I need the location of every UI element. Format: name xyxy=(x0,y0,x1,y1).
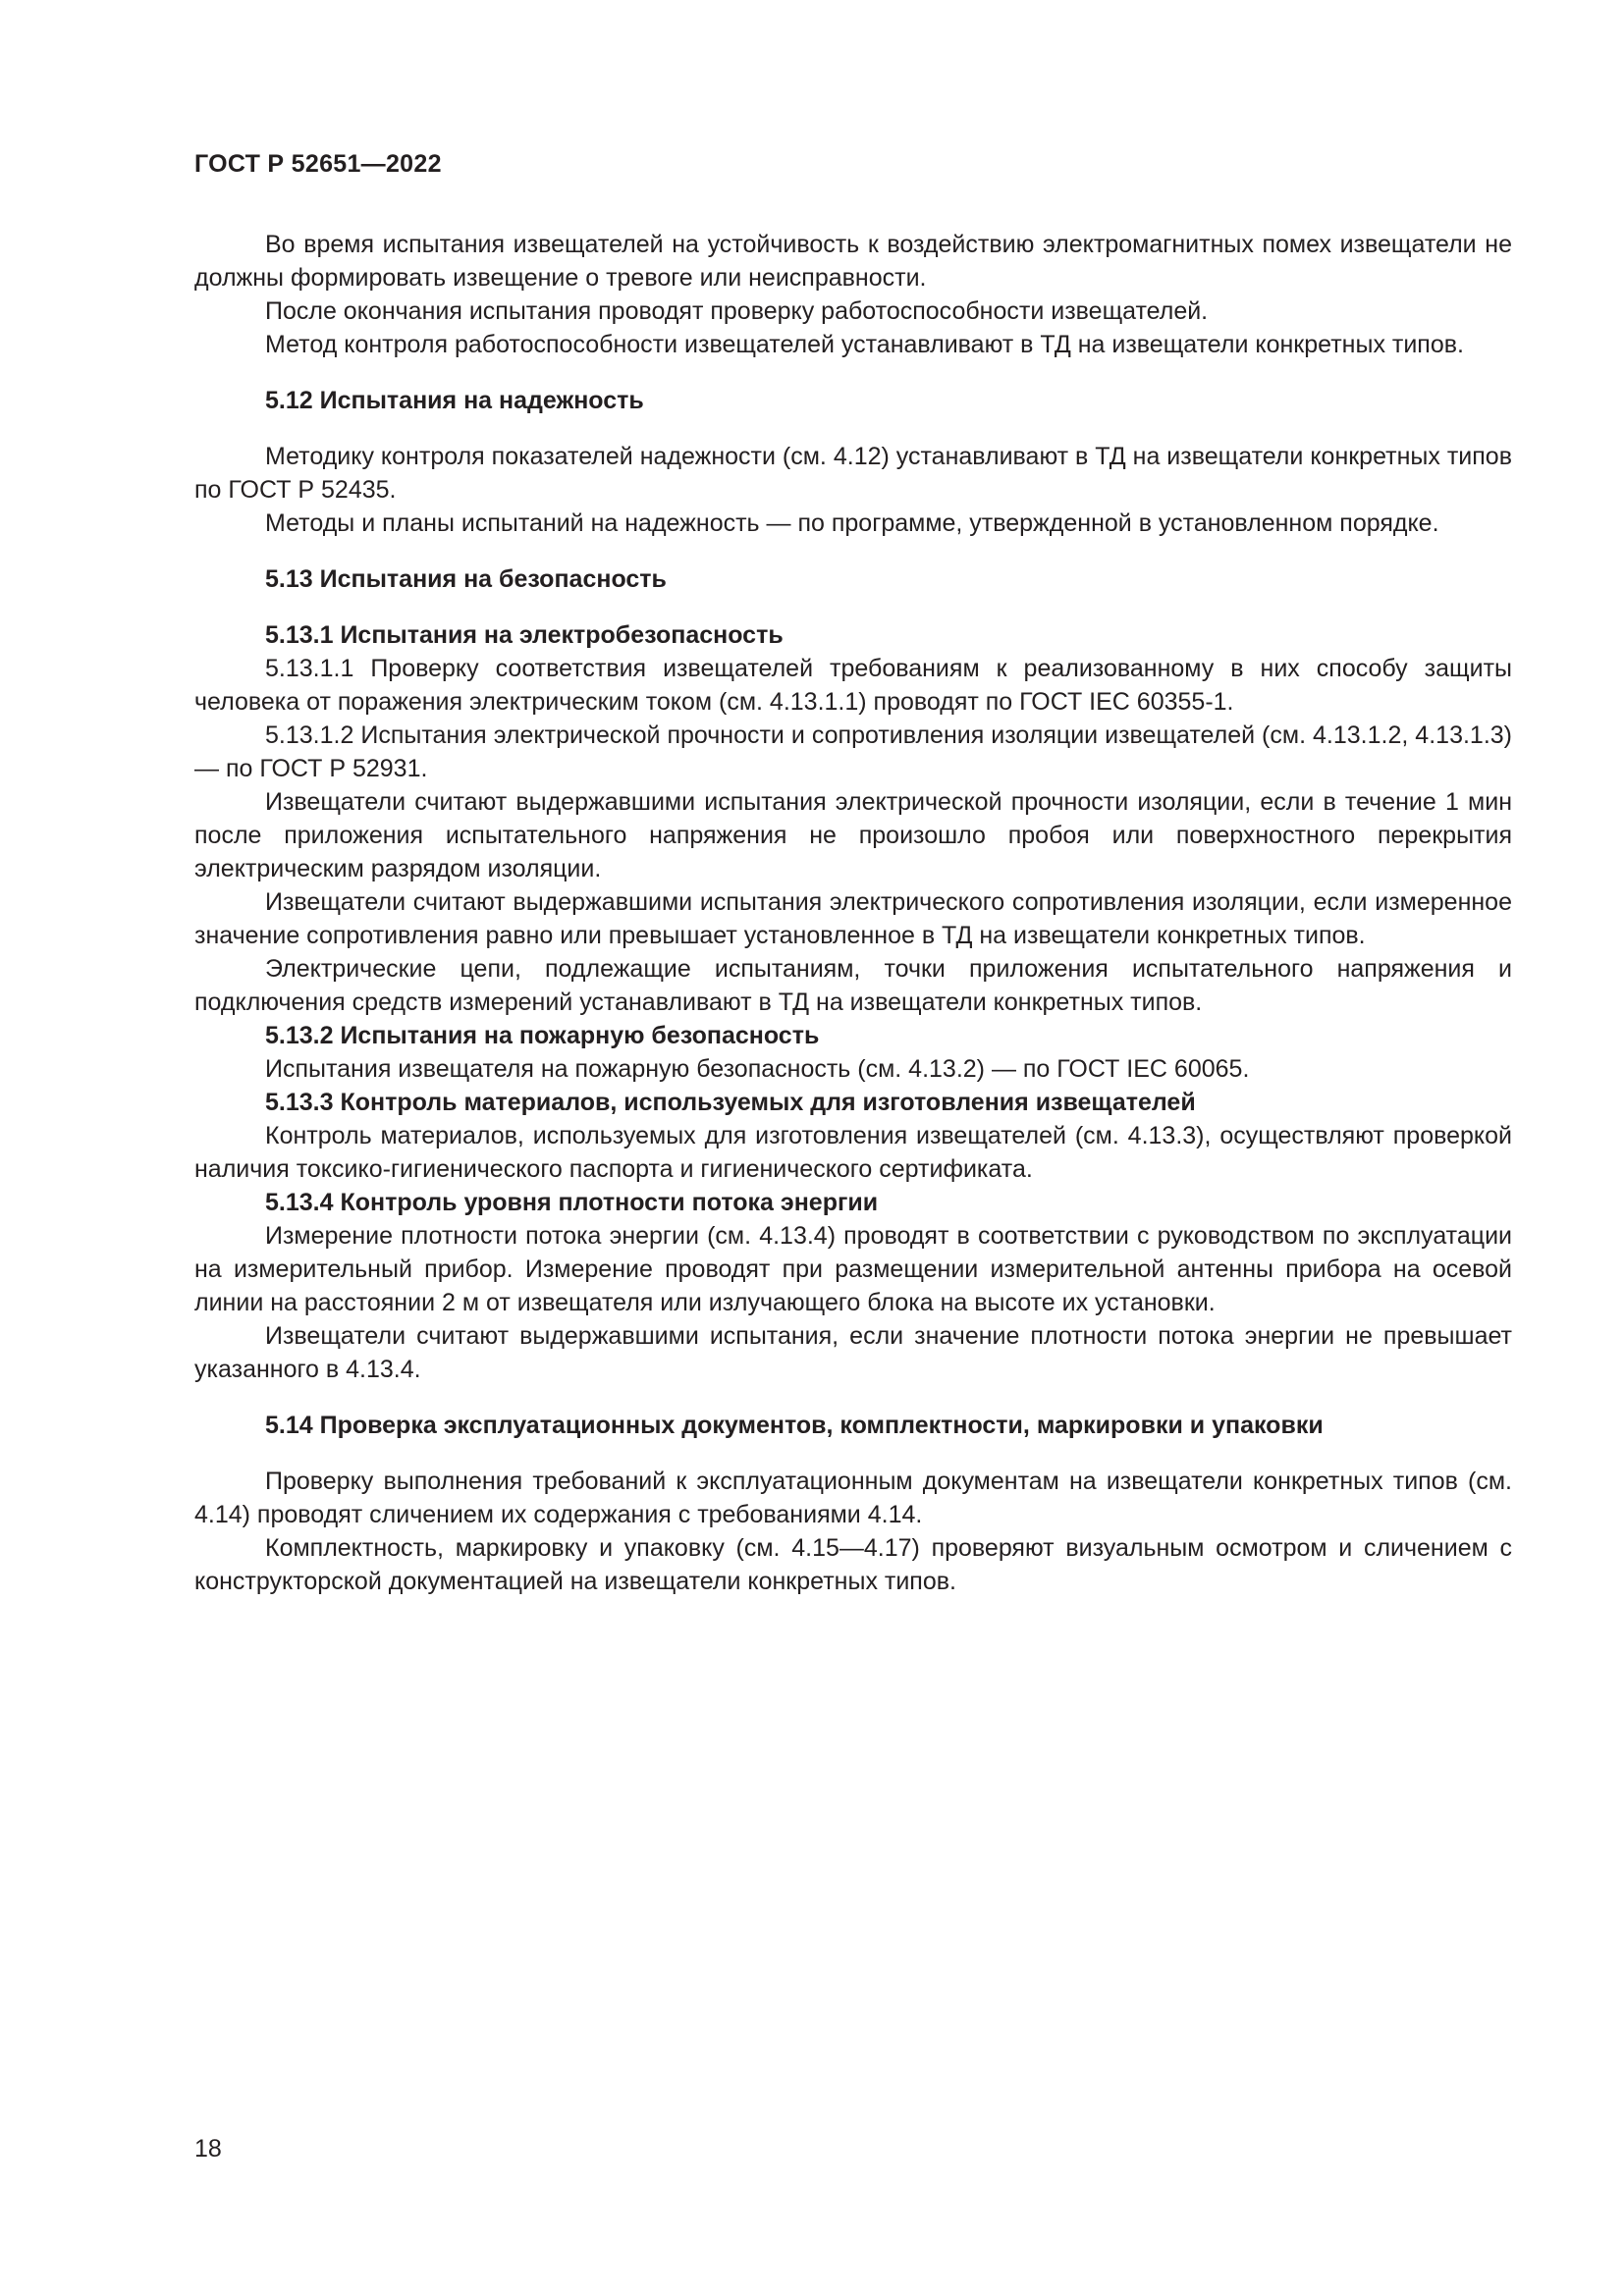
paragraph: Электрические цепи, подлежащие испытаниям, точки приложения испытательного напряжения и подключения средств измерений устанавливают в ТД на извещатели конкретных типов. xyxy=(194,955,1512,1016)
subsection-heading-5-13-2: 5.13.2 Испытания на пожарную безопасность xyxy=(265,1022,820,1049)
document-body xyxy=(194,228,1512,1598)
paragraph: Метод контроля работоспособности извещателей устанавливают в ТД на извещатели конкретных типов. xyxy=(265,331,1464,358)
paragraph: Методику контроля показателей надежности (см. 4.12) устанавливают в ТД на извещатели конкретных типов по ГОСТ Р 52435. xyxy=(194,443,1512,504)
document-header: ГОСТ Р 52651—2022 xyxy=(194,150,442,178)
paragraph: Во время испытания извещателей на устойчивость к воздействию электромагнитных помех извещатели не должны формировать извещение о тревоге или неисправности. xyxy=(194,231,1512,292)
paragraph: Проверку выполнения требований к эксплуатационным документам на извещатели конкретных типов (см. 4.14) проводят сличением их содержания с требованиями 4.14. xyxy=(194,1468,1512,1528)
paragraph: Извещатели считают выдержавшими испытания электрической прочности изоляции, если в течение 1 мин после приложения испытательного напряжения не произошло пробоя или поверхностного перекрытия электрическим разрядом изоляции. xyxy=(194,788,1512,882)
paragraph: Контроль материалов, используемых для изготовления извещателей (см. 4.13.3), осуществляют проверкой наличия токсико-гигиенического паспорта и гигиенического сертификата. xyxy=(194,1122,1512,1183)
paragraph: Методы и планы испытаний на надежность — по программе, утвержденной в установленном порядке. xyxy=(265,509,1439,537)
paragraph: Извещатели считают выдержавшими испытания, если значение плотности потока энергии не превышает указанного в 4.13.4. xyxy=(194,1322,1512,1383)
paragraph: Извещатели считают выдержавшими испытания электрического сопротивления изоляции, если измеренное значение сопротивления равно или превышает установленное в ТД на извещатели конкретных типов. xyxy=(194,888,1512,949)
paragraph: После окончания испытания проводят проверку работоспособности извещателей. xyxy=(265,297,1209,325)
subsection-heading-5-13-1: 5.13.1 Испытания на электробезопасность xyxy=(265,621,784,649)
paragraph: Испытания извещателя на пожарную безопасность (см. 4.13.2) — по ГОСТ IEC 60065. xyxy=(265,1055,1250,1083)
section-heading-5-14: 5.14 Проверка эксплуатационных документов, комплектности, маркировки и упаковки xyxy=(265,1412,1324,1439)
subsection-heading-5-13-3: 5.13.3 Контроль материалов, используемых для изготовления извещателей xyxy=(265,1089,1196,1116)
section-heading-5-13: 5.13 Испытания на безопасность xyxy=(265,565,667,593)
paragraph: Измерение плотности потока энергии (см. 4.13.4) проводят в соответствии с руководством по эксплуатации на измерительный прибор. Измерение проводят при размещении измерительной антенны прибора на осевой линии на расстоянии 2 м от извещателя или излучающего блока на высоте их установки. xyxy=(194,1222,1512,1316)
paragraph: 5.13.1.2 Испытания электрической прочности и сопротивления изоляции извещателей (см. 4.13.1.2, 4.13.1.3) — по ГОСТ Р 52931. xyxy=(194,721,1512,782)
paragraph: Комплектность, маркировку и упаковку (см. 4.15—4.17) проверяют визуальным осмотром и сличением с конструкторской документацией на извещатели конкретных типов. xyxy=(194,1534,1512,1595)
page-number: 18 xyxy=(194,2135,222,2163)
section-heading-5-12: 5.12 Испытания на надежность xyxy=(265,387,644,414)
subsection-heading-5-13-4: 5.13.4 Контроль уровня плотности потока энергии xyxy=(265,1189,879,1216)
paragraph: 5.13.1.1 Проверку соответствия извещателей требованиям к реализованному в них способу защиты человека от поражения электрическим током (см. 4.13.1.1) проводят по ГОСТ IEC 60355-1. xyxy=(194,655,1512,716)
